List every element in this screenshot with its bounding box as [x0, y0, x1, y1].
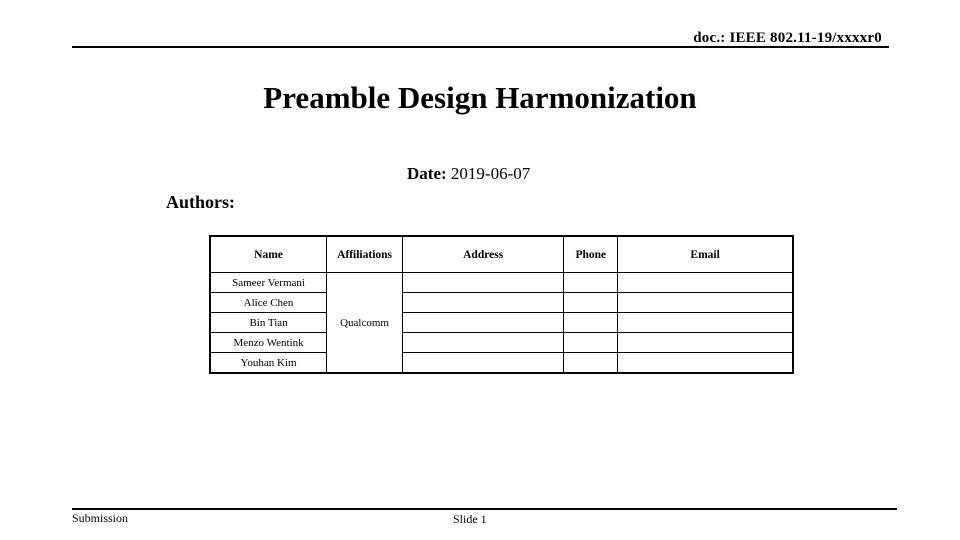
footer-submission: Submission — [72, 511, 129, 525]
author-address — [402, 293, 563, 313]
doc-id-header: doc.: IEEE 802.11-19/xxxxr0 — [693, 30, 882, 46]
author-address — [402, 273, 563, 293]
author-affiliation: Qualcomm — [327, 273, 403, 374]
col-header-name: Name — [210, 236, 327, 273]
date-line — [407, 164, 530, 184]
author-address — [402, 333, 563, 353]
author-email — [618, 273, 793, 293]
date-label: Date: — [407, 164, 447, 183]
col-header-address: Address — [402, 236, 563, 273]
author-email — [618, 353, 793, 374]
table-row — [210, 333, 793, 353]
author-email — [618, 293, 793, 313]
author-phone — [564, 313, 618, 333]
footer-slide-number: Slide 1 — [453, 512, 487, 526]
author-name: Sameer Vermani — [210, 273, 327, 293]
top-rule — [72, 46, 889, 48]
col-header-email: Email — [618, 236, 793, 273]
col-header-phone: Phone — [564, 236, 618, 273]
bottom-rule — [72, 508, 897, 510]
author-name: Menzo Wentink — [210, 333, 327, 353]
table-row — [210, 273, 793, 293]
col-header-affiliations: Affiliations — [327, 236, 403, 273]
authors-heading: Authors: — [166, 192, 236, 212]
slide-title: Preamble Design Harmonization — [263, 80, 697, 115]
author-phone — [564, 293, 618, 313]
author-email — [618, 333, 793, 353]
author-phone — [564, 353, 618, 374]
table-header-row — [210, 236, 793, 273]
author-name: Bin Tian — [210, 313, 327, 333]
table-row — [210, 353, 793, 374]
author-address — [402, 353, 563, 374]
author-name: Alice Chen — [210, 293, 327, 313]
author-address — [402, 313, 563, 333]
author-name: Youhan Kim — [210, 353, 327, 374]
author-email — [618, 313, 793, 333]
authors-table — [209, 235, 794, 374]
date-value: 2019-06-07 — [450, 164, 531, 183]
author-phone — [564, 333, 618, 353]
table-row — [210, 293, 793, 313]
author-phone — [564, 273, 618, 293]
table-row — [210, 313, 793, 333]
